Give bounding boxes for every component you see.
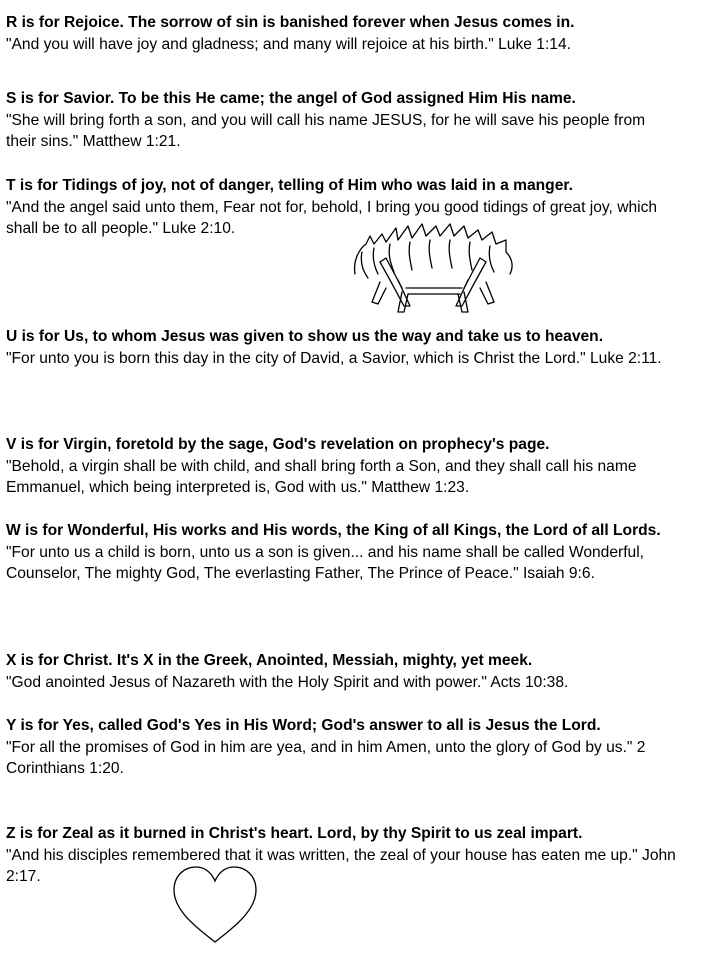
- entry-verse: "She will bring forth a son, and you will call his name JESUS, for he will save his people from their sins." Matthew 1:21.: [6, 111, 646, 150]
- entry-heading: T is for Tidings of joy, not of danger, telling of Him who was laid in a manger.: [6, 177, 573, 194]
- entry-verse: "And his disciples remembered that it was written, the zeal of your house has eaten me up." John 2:17.: [6, 846, 676, 885]
- entry-heading: S is for Savior. To be this He came; the angel of God assigned Him His name.: [6, 90, 576, 107]
- entry-s: [6, 88, 706, 153]
- entry-heading: R is for Rejoice. The sorrow of sin is banished forever when Jesus comes in.: [6, 14, 575, 31]
- entry-r: [6, 12, 706, 55]
- entry-heading: V is for Virgin, foretold by the sage, God's revelation on prophecy's page.: [6, 436, 550, 453]
- entry-heading: X is for Christ. It's X in the Greek, Anointed, Messiah, mighty, yet meek.: [6, 652, 533, 669]
- manger-icon: [350, 222, 520, 314]
- entry-verse: "And you will have joy and gladness; and many will rejoice at his birth." Luke 1:14.: [6, 35, 571, 53]
- entry-w: [6, 520, 706, 585]
- entry-verse: "For all the promises of God in him are yea, and in him Amen, unto the glory of God by us." 2 Corinthians 1:20.: [6, 738, 646, 777]
- entry-heading: Y is for Yes, called God's Yes in His Word; God's answer to all is Jesus the Lord.: [6, 717, 601, 734]
- entry-x: [6, 650, 706, 693]
- entry-verse: "Behold, a virgin shall be with child, and shall bring forth a Son, and they shall call his name Emmanuel, which being interpreted is, God with us." Matthew 1:23.: [6, 457, 637, 496]
- entry-verse: "And the angel said unto them, Fear not for, behold, I bring you good tidings of great joy, which shall be to all people." Luke 2:10.: [6, 198, 658, 237]
- entry-verse: "God anointed Jesus of Nazareth with the Holy Spirit and with power." Acts 10:38.: [6, 673, 569, 691]
- entry-heading: U is for Us, to whom Jesus was given to show us the way and take us to heaven.: [6, 328, 604, 345]
- entry-y: [6, 715, 706, 780]
- entry-verse: "For unto you is born this day in the city of David, a Savior, which is Christ the Lord." Luke 2:11.: [6, 349, 662, 367]
- heart-icon: [170, 864, 260, 946]
- entry-heading: Z is for Zeal as it burned in Christ's heart. Lord, by thy Spirit to us zeal impart.: [6, 825, 583, 842]
- entry-heading: W is for Wonderful, His works and His words, the King of all Kings, the Lord of all Lords.: [6, 522, 661, 539]
- entry-u: [6, 326, 706, 369]
- entry-z: [6, 823, 706, 888]
- entry-v: [6, 434, 706, 499]
- entry-verse: "For unto us a child is born, unto us a son is given... and his name shall be called Wonderful, Counselor, The mighty God, The everlasting Father, The Prince of Peace." Isaiah 9:6.: [6, 543, 645, 582]
